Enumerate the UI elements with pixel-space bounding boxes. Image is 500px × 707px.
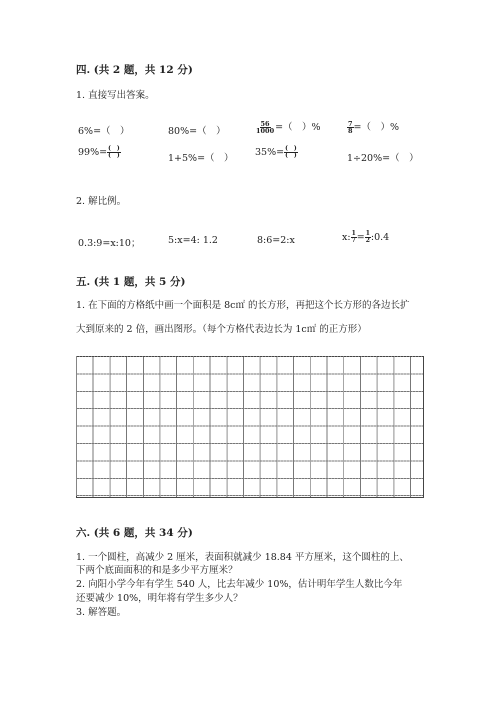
calc-item-4: $\frac{7}{8}$ =（ ）% [348,119,400,135]
grid-paper [76,356,424,498]
fraction-7-8: $\frac{7}{8}$ [348,119,353,135]
question-text-line: 下两个底面面积的和是多少平方厘米？ [76,565,238,576]
fraction-blank: $\frac{( )}{( )}$ [285,145,297,159]
calc-item-6: 1+5%=（ ） [168,153,234,164]
proportion-item-4: x: $\frac{1}{7}$ = $\frac{1}{2}$ :0.4 [342,230,390,244]
question-1-label: 1. 直接写出答案。 [76,90,155,101]
calc-item-1: 6%=（ ） [78,126,130,137]
question-text-line: 3. 解答题。 [76,607,127,618]
proportion-item-1: 0.3:9=x:10； [78,238,141,249]
calc-item-3: $\frac{56}{1000}$ =（ ）% [256,119,321,135]
fraction-blank: $\frac{( )}{( )}$ [108,145,120,159]
calc-item-2: 80%=（ ） [168,126,226,137]
question-text-line: 1. 一个圆柱，高减少 2 厘米，表面积就减少 18.84 平方厘米，这个圆柱的上、 [76,552,409,563]
fraction-56-1000: $\frac{56}{1000}$ [256,119,275,135]
question-text-line: 还要减少 10%，明年将有学生多少人？ [76,593,243,604]
calc-item-8: 1÷20%=（ ） [347,153,419,164]
section-4-title: 四. (共 2 题，共 12 分) [76,64,193,76]
calc-item-7: 35%= $\frac{( )}{( )}$ [255,145,297,159]
section-6-title: 六. (共 6 题，共 34 分) [76,527,193,539]
question-text-line: 2. 向阳小学今年有学生 540 人，比去年减少 10%，估计明年学生人数比今年 [76,579,403,590]
question-text-line: 大到原来的 2 倍，画出图形。（每个方格代表边长为 1c㎡ 的正方形） [76,324,367,335]
section-5-title: 五. (共 1 题，共 5 分) [76,276,186,288]
question-2-label: 2. 解比例。 [76,196,127,207]
question-text-line: 1. 在下面的方格纸中画一个面积是 8c㎡ 的长方形，再把这个长方形的各边长扩 [76,300,410,311]
proportion-item-3: 8:6=2:x [257,235,295,246]
proportion-item-2: 5:x=4: 1.2 [168,235,218,246]
fraction-1-2: $\frac{1}{2}$ [365,230,370,244]
calc-item-5: 99%= $\frac{( )}{( )}$ [78,145,120,159]
fraction-1-7: $\frac{1}{7}$ [351,230,356,244]
